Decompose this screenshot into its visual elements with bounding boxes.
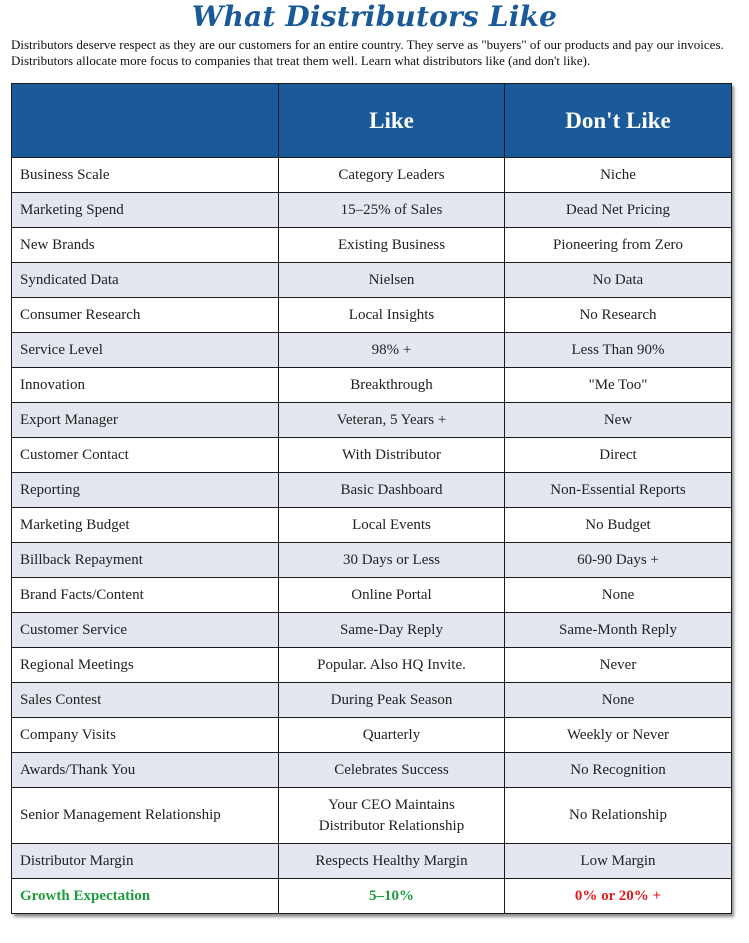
row-like: Basic Dashboard bbox=[279, 473, 505, 508]
row-dislike: 60-90 Days + bbox=[505, 543, 732, 578]
row-like: 5–10% bbox=[279, 879, 505, 914]
row-dislike: No Data bbox=[505, 263, 732, 298]
row-category: Service Level bbox=[12, 333, 279, 368]
row-dislike: Dead Net Pricing bbox=[505, 193, 732, 228]
comparison-table-container bbox=[11, 83, 731, 914]
row-like: Existing Business bbox=[279, 228, 505, 263]
page-title: What Distributors Like bbox=[191, 0, 558, 33]
row-dislike: Same-Month Reply bbox=[505, 613, 732, 648]
comparison-table bbox=[11, 83, 732, 914]
table-row bbox=[12, 403, 732, 438]
row-category: Innovation bbox=[12, 368, 279, 403]
table-row bbox=[12, 508, 732, 543]
header-category bbox=[12, 84, 279, 158]
row-like: With Distributor bbox=[279, 438, 505, 473]
row-dislike: "Me Too" bbox=[505, 368, 732, 403]
row-like: During Peak Season bbox=[279, 683, 505, 718]
row-dislike: Low Margin bbox=[505, 844, 732, 879]
row-category: Reporting bbox=[12, 473, 279, 508]
row-category: Awards/Thank You bbox=[12, 753, 279, 788]
row-like: Breakthrough bbox=[279, 368, 505, 403]
table-row bbox=[12, 228, 732, 263]
table-row bbox=[12, 683, 732, 718]
table-row bbox=[12, 298, 732, 333]
row-dislike: Pioneering from Zero bbox=[505, 228, 732, 263]
header-like: Like bbox=[279, 84, 505, 158]
table-row-growth-expectation bbox=[12, 879, 732, 914]
row-category: Export Manager bbox=[12, 403, 279, 438]
row-dislike: No Budget bbox=[505, 508, 732, 543]
row-dislike: Direct bbox=[505, 438, 732, 473]
table-row bbox=[12, 263, 732, 298]
header-dont-like: Don't Like bbox=[505, 84, 732, 158]
row-like: Nielsen bbox=[279, 263, 505, 298]
row-like-line: Distributor Relationship bbox=[318, 817, 465, 834]
table-row bbox=[12, 648, 732, 683]
table-row bbox=[12, 193, 732, 228]
row-dislike: Never bbox=[505, 648, 732, 683]
row-like: 15–25% of Sales bbox=[279, 193, 505, 228]
table-row bbox=[12, 844, 732, 879]
row-like: 98% + bbox=[279, 333, 505, 368]
row-category: Customer Service bbox=[12, 613, 279, 648]
row-category: Regional Meetings bbox=[12, 648, 279, 683]
table-row bbox=[12, 438, 732, 473]
row-dislike: No Recognition bbox=[505, 753, 732, 788]
row-dislike: Non-Essential Reports bbox=[505, 473, 732, 508]
table-row bbox=[12, 613, 732, 648]
row-dislike: Weekly or Never bbox=[505, 718, 732, 753]
row-like: Local Insights bbox=[279, 298, 505, 333]
row-dislike: Niche bbox=[505, 158, 732, 193]
table-row bbox=[12, 473, 732, 508]
table-row bbox=[12, 578, 732, 613]
row-dislike: No Research bbox=[505, 298, 732, 333]
row-like: Local Events bbox=[279, 508, 505, 543]
row-category: Syndicated Data bbox=[12, 263, 279, 298]
row-like-line: Your CEO Maintains bbox=[328, 796, 455, 813]
row-category: Distributor Margin bbox=[12, 844, 279, 879]
row-dislike: 0% or 20% + bbox=[505, 879, 732, 914]
row-like: Veteran, 5 Years + bbox=[279, 403, 505, 438]
row-category: Brand Facts/Content bbox=[12, 578, 279, 613]
row-like: Category Leaders bbox=[279, 158, 505, 193]
row-like: 30 Days or Less bbox=[279, 543, 505, 578]
row-dislike: New bbox=[505, 403, 732, 438]
row-like bbox=[279, 788, 505, 844]
row-category: Marketing Spend bbox=[12, 193, 279, 228]
row-category: Customer Contact bbox=[12, 438, 279, 473]
row-category: Marketing Budget bbox=[12, 508, 279, 543]
row-dislike: None bbox=[505, 683, 732, 718]
row-dislike: None bbox=[505, 578, 732, 613]
table-row bbox=[12, 753, 732, 788]
row-like: Respects Healthy Margin bbox=[279, 844, 505, 879]
row-category: Billback Repayment bbox=[12, 543, 279, 578]
table-header-row bbox=[12, 84, 732, 158]
intro-paragraph: Distributors deserve respect as they are our customers for an entire country. They serve as "buyers" of our products and pay our invoices. Distributors allocate more focus to companies that treat them well. Learn what distributors like (and don't like). bbox=[11, 37, 724, 68]
table-row bbox=[12, 333, 732, 368]
table-row bbox=[12, 788, 732, 844]
row-like: Celebrates Success bbox=[279, 753, 505, 788]
row-like: Popular. Also HQ Invite. bbox=[279, 648, 505, 683]
table-row bbox=[12, 718, 732, 753]
table-row bbox=[12, 543, 732, 578]
table-row bbox=[12, 158, 732, 193]
row-category: Consumer Research bbox=[12, 298, 279, 333]
table-row bbox=[12, 368, 732, 403]
row-category: Business Scale bbox=[12, 158, 279, 193]
row-category: New Brands bbox=[12, 228, 279, 263]
row-category: Senior Management Relationship bbox=[12, 788, 279, 844]
row-dislike: Less Than 90% bbox=[505, 333, 732, 368]
row-like: Online Portal bbox=[279, 578, 505, 613]
row-category: Company Visits bbox=[12, 718, 279, 753]
row-like: Quarterly bbox=[279, 718, 505, 753]
row-like: Same-Day Reply bbox=[279, 613, 505, 648]
row-dislike: No Relationship bbox=[505, 788, 732, 844]
row-category: Sales Contest bbox=[12, 683, 279, 718]
row-category: Growth Expectation bbox=[12, 879, 279, 914]
